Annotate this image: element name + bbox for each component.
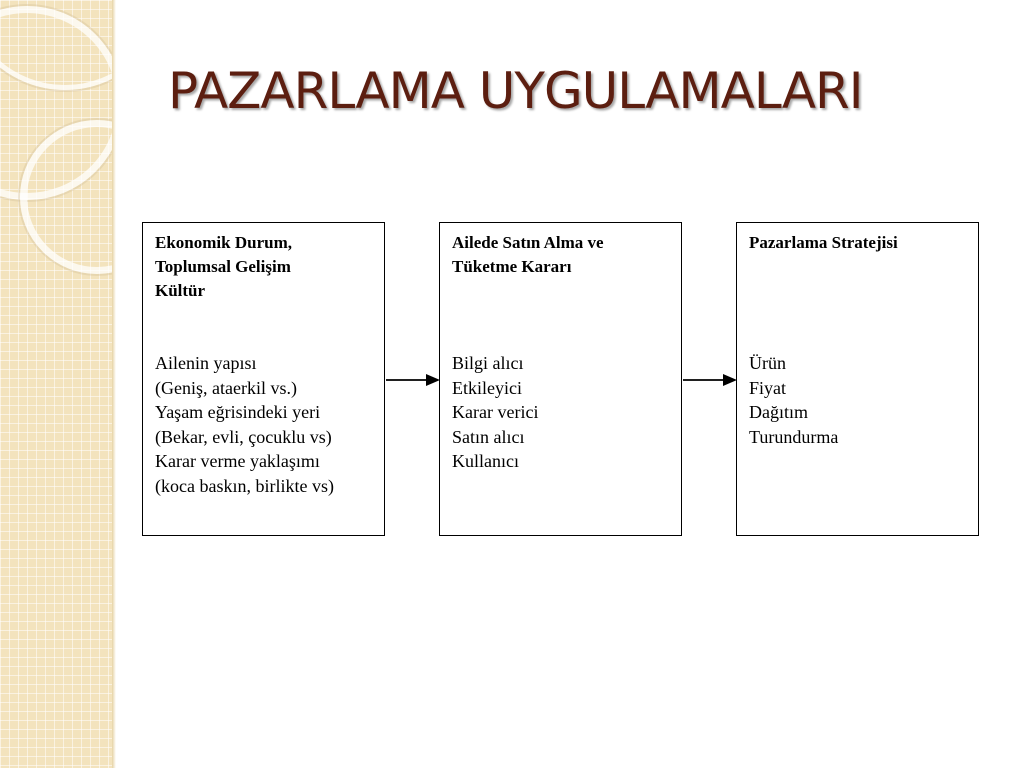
box-item: Yaşam eğrisindeki yeri: [155, 402, 321, 422]
box-item: Karar verici: [452, 402, 539, 422]
box-item: (Geniş, ataerkil vs.): [155, 377, 297, 398]
box-item: Fiyat: [749, 377, 787, 398]
side-strip-edge: [112, 0, 116, 768]
heading-line: Toplumsal Gelişim: [155, 257, 291, 276]
box-item: Kullanıcı: [452, 451, 519, 471]
heading-line: Pazarlama Stratejisi: [749, 233, 898, 252]
heading-line: Ailede Satın Alma ve: [452, 233, 604, 252]
heading-line: Kültür: [155, 281, 206, 300]
heading-line: Ekonomik Durum,: [155, 233, 292, 252]
box-item: (Bekar, evli, çocuklu vs): [155, 426, 332, 447]
flow-arrow: [386, 372, 442, 388]
box-heading: [749, 231, 966, 351]
box-item: Satın alıcı: [452, 426, 525, 447]
box-item: Ürün: [749, 353, 786, 373]
box-heading: [155, 231, 372, 351]
box-item: Turundurma: [749, 426, 839, 447]
box-item: Dağıtım: [749, 402, 808, 422]
box-item: Karar verme yaklaşımı: [155, 451, 320, 471]
box-item: Ailenin yapısı: [155, 353, 257, 373]
flow-arrow: [683, 372, 739, 388]
decorative-side-strip: [0, 0, 112, 768]
heading-line: Tüketme Kararı: [452, 257, 572, 276]
box-heading: [452, 231, 669, 351]
box-item: (koca baskın, birlikte vs): [155, 475, 334, 496]
box-economic-conditions: [142, 222, 385, 536]
box-family-purchase-decision: [439, 222, 682, 536]
box-marketing-strategy: [736, 222, 979, 536]
slide-title: PAZARLAMA UYGULAMALARI: [168, 62, 863, 120]
box-item: Bilgi alıcı: [452, 353, 524, 373]
box-item: Etkileyici: [452, 377, 522, 398]
